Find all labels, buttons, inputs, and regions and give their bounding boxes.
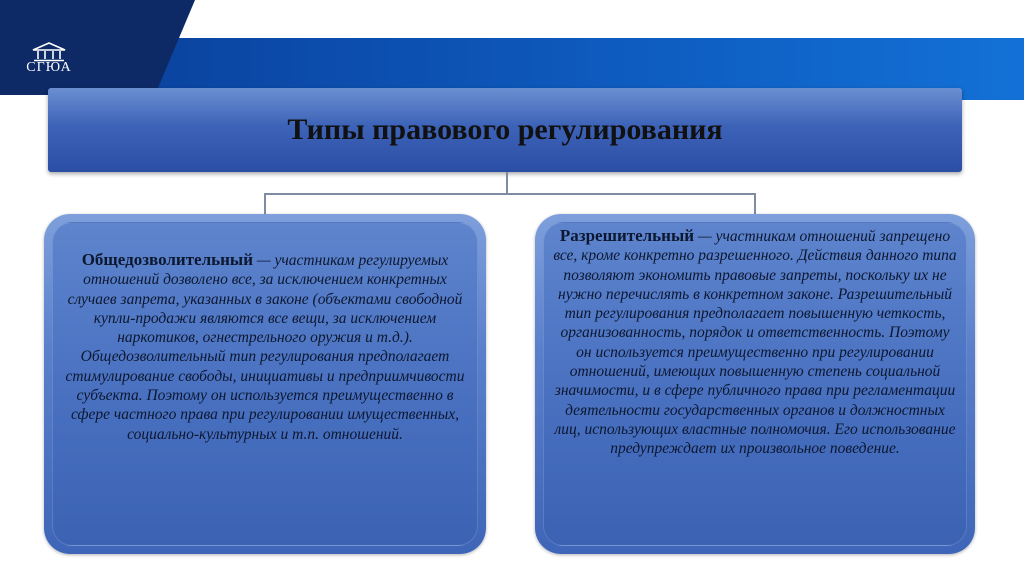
card-permissive-restrictive [535, 214, 975, 554]
connector-left [264, 193, 266, 214]
card-text [62, 250, 468, 444]
building-columns-icon [31, 42, 67, 62]
term-description: — участникам отношений запрещено все, кроме конкретно разрешенного. Действия данного типа позволяют экономить правовые запреты, поскольку их не нужно перечислять в конкретном законе. Разрешительный тип регулирования предполагает повышенную четкость, организованность, порядок и ответственность. Поэтому он используется преимущественно при регулировании отношений, имеющих повышенную степень социальной значимости, и в сфере публичного права при регламентации деятельности государственных органов и должностных лиц, использующих властные полномочия. Его использование предупреждает их произвольное поведение. [553, 228, 957, 458]
term-label: Разрешительный [559, 226, 695, 245]
diagram-title: Типы правового регулирования [287, 113, 723, 146]
connector-bar [264, 193, 756, 195]
term-label: Общедозволительный [81, 250, 253, 269]
title-box [48, 88, 962, 172]
card-text [553, 226, 957, 459]
logo [14, 42, 84, 94]
connector-stem [506, 172, 508, 194]
card-permissive-general [44, 214, 486, 554]
term-description: — участникам регулируемых отношений дозволено все, за исключением конкретных случаев запрета, указанных в законе (объектами свободной купли-продажи являются все вещи, за исключением наркотиков, огнестрельного оружия и т.д.). Общедозволительный тип регулирования предполагает стимулирование свободы, инициативы и предприимчивости субъекта. Поэтому он используется преимущественно в сфере частного права при регулировании имущественных, социально-культурных и т.п. отношений. [65, 252, 465, 443]
logo-text: СГЮА [26, 60, 72, 75]
connector-right [754, 193, 756, 214]
